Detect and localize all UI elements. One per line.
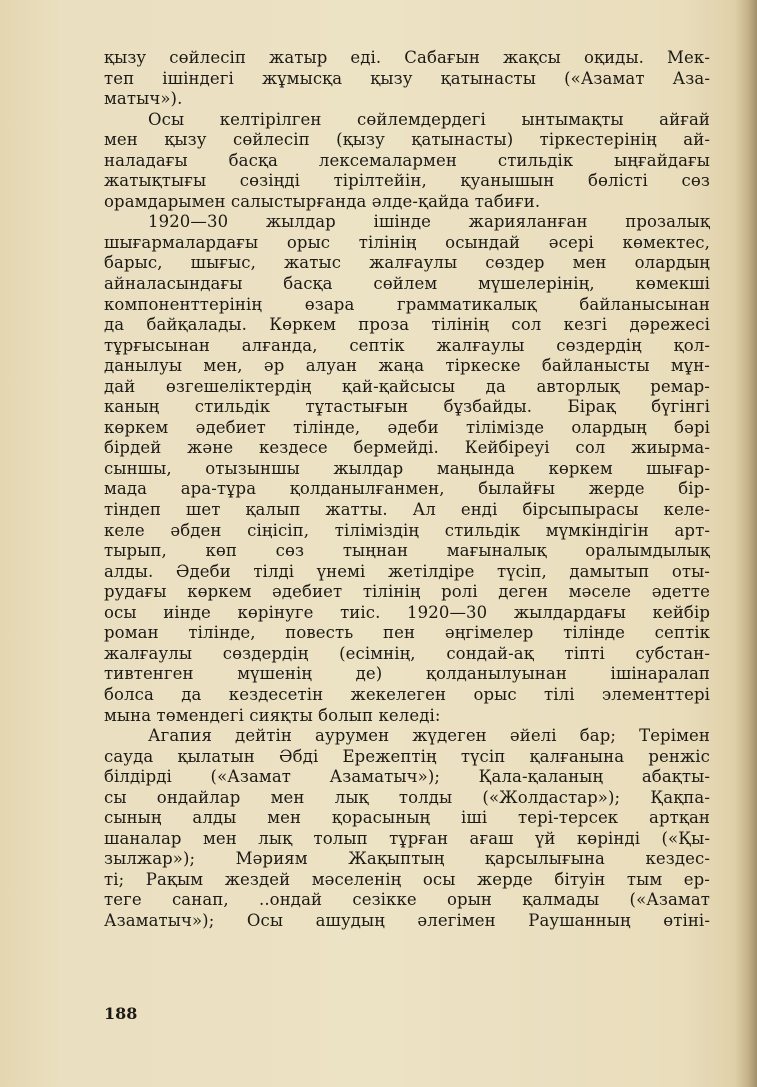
text-line: зылжар»); Мәриям Жақыптың қарсылығына кездес- xyxy=(104,849,710,869)
body-text xyxy=(104,48,710,932)
text-line: жатықтығы сөзіңді тірілтейін, қуанышын бөлісті сөз xyxy=(104,171,710,191)
text-line: данылуы мен, әр алуан жаңа тіркеске байланысты мұн- xyxy=(104,356,710,376)
text-line: компоненттерінің өзара грамматикалық байланысынан xyxy=(104,294,710,314)
text-line: Агапия дейтін аурумен жүдеген әйелі бар; Терімен xyxy=(148,726,710,746)
text-line: тіндеп шет қалып жатты. Ал енді бірсыпырасы келе- xyxy=(104,500,710,520)
text-line: мен қызу сөйлесіп (қызу қатынасты) тіркестерінің ай- xyxy=(104,130,710,150)
text-line: мына төмендегі сияқты болып келеді: xyxy=(104,705,441,725)
page-number: 188 xyxy=(104,1004,138,1023)
text-line: сының алды мен қорасының іші тері-терсек артқан xyxy=(104,808,710,828)
text-line: Азаматыч»); Осы ашудың әлегімен Раушанның өтіні- xyxy=(104,910,710,930)
text-line: бірдей және кездесе бермейді. Кейбіреуі сол жиырма- xyxy=(104,438,710,458)
text-line: тырып, көп сөз тыңнан мағыналық оралымдылық xyxy=(104,541,710,561)
text-line: қызу сөйлесіп жатыр еді. Сабағын жақсы оқиды. Мек- xyxy=(104,48,710,67)
text-line: жалғаулы сөздердің (есімнің, сондай-ақ тіпті субстан- xyxy=(104,643,710,663)
text-line: каның стильдік тұтастығын бұзбайды. Бірақ бүгінгі xyxy=(104,397,710,417)
text-line: білдірді («Азамат Азаматыч»); Қала-қаланың абақты- xyxy=(104,767,710,787)
text-line: да байқалады. Көркем проза тілінің сол кезгі дәрежесі xyxy=(104,315,710,335)
text-line: рудағы көркем әдебиет тілінің ролі деген мәселе әдетте xyxy=(104,582,710,602)
text-line: наладағы басқа лексемалармен стильдік ыңғайдағы xyxy=(104,150,710,170)
text-line: болса да кездесетін жекелеген орыс тілі элементтері xyxy=(104,684,710,704)
text-line: шаналар мен лық толып тұрған ағаш үй көрінді («Қы- xyxy=(104,828,710,848)
text-line: барыс, шығыс, жатыс жалғаулы сөздер мен олардың xyxy=(104,253,710,273)
page-edge-shadow xyxy=(735,0,757,1087)
text-line: орамдарымен салыстырғанда әлде-қайда табиғи. xyxy=(104,191,541,211)
text-line: тивтенген мүшенің де) қолданылуынан ішінаралап xyxy=(104,664,710,684)
text-line: теге санап, ..ондай сезікке орын қалмады («Азамат xyxy=(104,890,710,910)
text-line: теп ішіндегі жұмысқа қызу қатынасты («Азамат Аза- xyxy=(104,68,710,88)
text-line: айналасындағы басқа сөйлем мүшелерінің, көмекші xyxy=(104,274,710,294)
text-line: Осы келтірілген сөйлемдердегі ынтымақты айғай xyxy=(148,109,710,129)
text-line: матыч»). xyxy=(104,89,183,109)
text-line: көркем әдебиет тілінде, әдеби тілімізде олардың бәрі xyxy=(104,417,710,437)
text-line: мада ара-тұра қолданылғанмен, былайғы жерде бір- xyxy=(104,479,710,499)
text-line: ті; Рақым жездей мәселенің осы жерде бітуін тым ер- xyxy=(104,869,710,889)
text-line: 1920—30 жылдар ішінде жарияланған прозалық xyxy=(148,212,710,232)
text-line: осы иінде көрінуге тиіс. 1920—30 жылдардағы кейбір xyxy=(104,602,710,622)
text-line: келе әбден сіңісіп, тіліміздің стильдік мүмкіндігін арт- xyxy=(104,520,710,540)
text-line: тұрғысынан алғанда, септік жалғаулы сөздердің қол- xyxy=(104,335,710,355)
text-line: шығармалардағы орыс тілінің осындай әсері көмектес, xyxy=(104,232,710,252)
text-line: дай өзгешеліктердің қай-қайсысы да авторлық ремар- xyxy=(104,376,710,396)
text-line: сыншы, отызыншы жылдар маңында көркем шығар- xyxy=(104,458,710,478)
text-line: роман тілінде, повесть пен әңгімелер тілінде септік xyxy=(104,623,710,643)
text-line: сы ондайлар мен лық толды («Жолдастар»); Қақпа- xyxy=(104,787,710,807)
text-line: сауда қылатын Әбді Ережептің түсіп қалғанына ренжіс xyxy=(104,746,710,766)
text-line: алды. Әдеби тілді үнемі жетілдіре түсіп, дамытып оты- xyxy=(104,561,710,581)
